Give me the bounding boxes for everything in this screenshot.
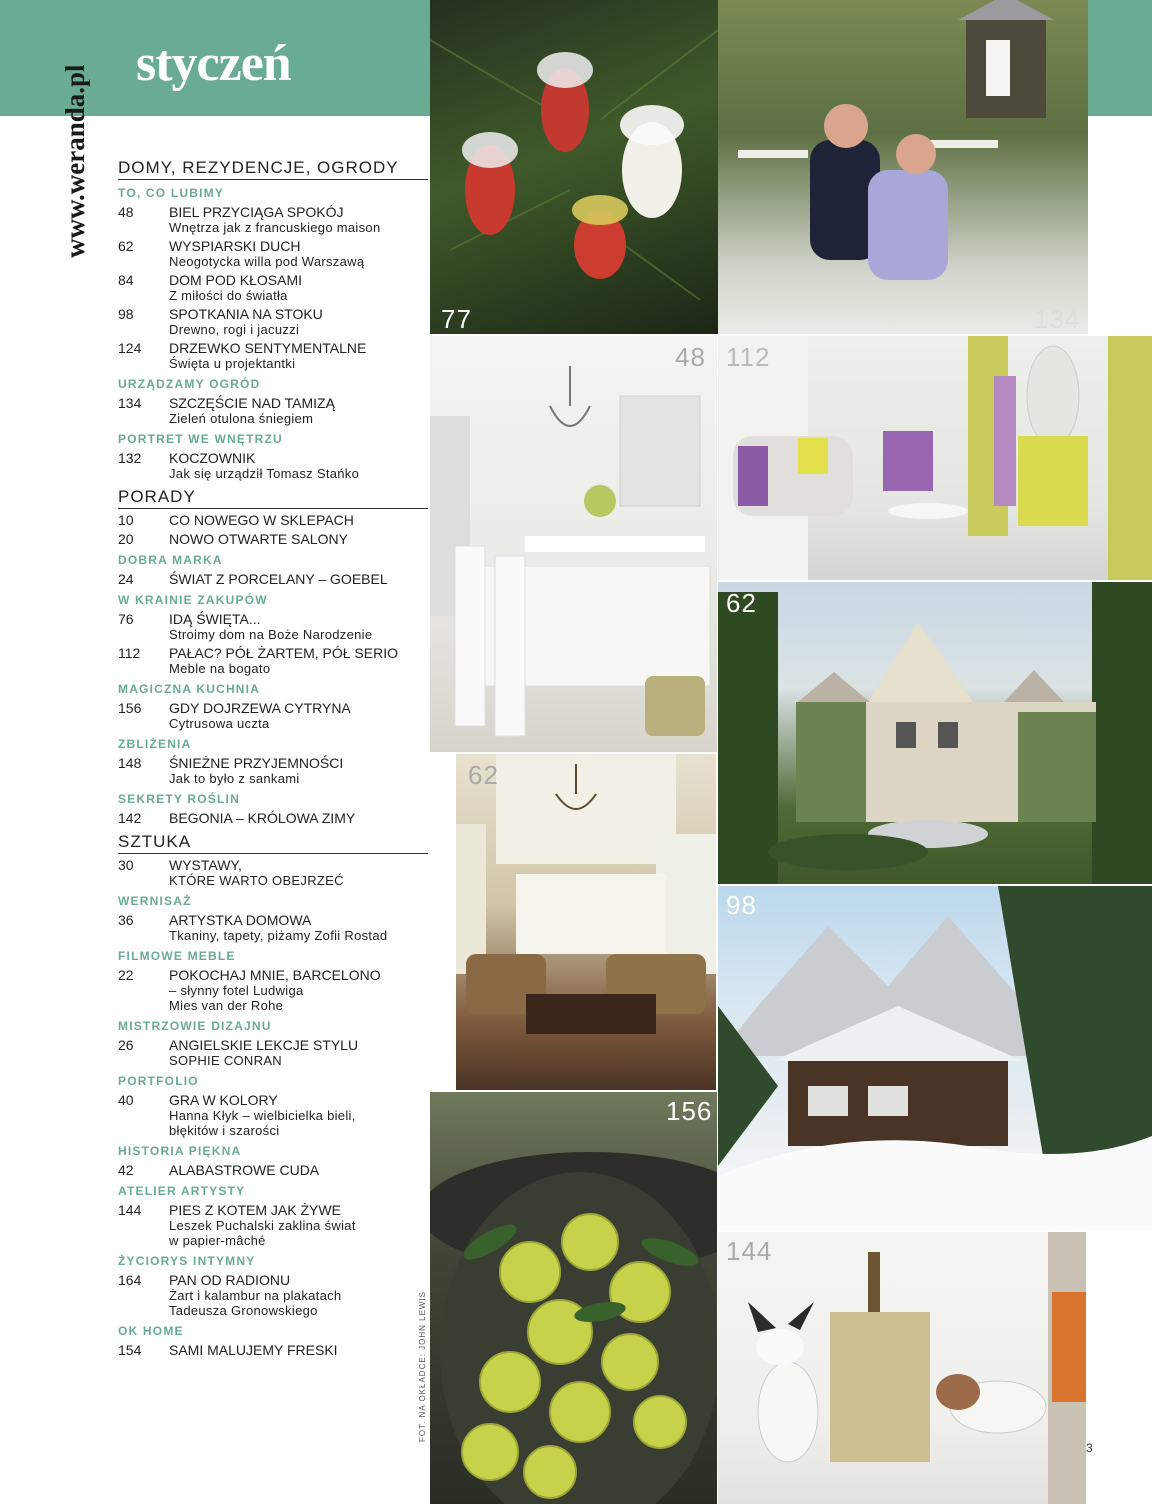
website-url-text: www.weranda.pl xyxy=(60,64,90,258)
toc-category-label: URZĄDZAMY OGRÓD xyxy=(118,377,261,391)
toc-entry-title: GDY DOJRZEWA CYTRYNA xyxy=(169,700,351,716)
toc-entry-page: 22 xyxy=(118,967,134,983)
toc-entry-text xyxy=(169,756,428,786)
toc-entry[interactable] xyxy=(118,646,428,676)
toc-entry-page: 20 xyxy=(118,531,134,547)
toc-entry-title: CO NOWEGO W SKLEPACH xyxy=(169,512,354,528)
toc-entry-text xyxy=(169,1163,428,1178)
toc-category-label: ZBLIŻENIA xyxy=(118,737,192,751)
toc-entry-subtitle: Cytrusowa uczta xyxy=(169,716,270,731)
photo-ivy-villa xyxy=(718,582,1152,884)
toc-category-label: SEKRETY ROŚLIN xyxy=(118,792,240,806)
toc-entry-subtitle: Mies van der Rohe xyxy=(169,998,284,1013)
toc-entry[interactable] xyxy=(118,239,428,269)
photo-credit-text: FOT. NA OKŁADCE: JOHN LEWIS xyxy=(418,1290,427,1442)
photo-angel-ornaments xyxy=(430,0,718,334)
toc-entry-text xyxy=(169,451,428,481)
toc-entry-text xyxy=(169,307,428,337)
toc-category-label: MAGICZNA KUCHNIA xyxy=(118,682,261,696)
toc-entry-page: 10 xyxy=(118,512,134,528)
toc-entry-title: ANGIELSKIE LEKCJE STYLU xyxy=(169,1037,359,1053)
toc-entry-page: 42 xyxy=(118,1162,134,1178)
toc-category-label: TO, CO LUBIMY xyxy=(118,186,225,200)
photo-mountain-chalet xyxy=(718,886,1152,1230)
toc-entry-page: 148 xyxy=(118,755,142,771)
toc-entry-text xyxy=(169,239,428,269)
toc-category-label: PORTRET WE WNĘTRZU xyxy=(118,432,283,446)
toc-category-label: ŻYCIORYS INTYMNY xyxy=(118,1254,256,1268)
toc-entry-subtitle: Tadeusza Gronowskiego xyxy=(169,1303,318,1318)
toc-entry[interactable] xyxy=(118,1273,428,1318)
page-ref-48: 48 xyxy=(675,342,706,372)
toc-entry-page: 62 xyxy=(118,238,134,254)
toc-category-label: OK HOME xyxy=(118,1324,184,1338)
toc-entry-page: 36 xyxy=(118,912,134,928)
toc-entry-subtitle: SOPHIE CONRAN xyxy=(169,1053,282,1068)
toc-entry-subtitle: – słynny fotel Ludwiga xyxy=(169,983,304,998)
toc-entry-title: NOWO OTWARTE SALONY xyxy=(169,531,348,547)
toc-entry-page: 132 xyxy=(118,450,142,466)
toc-entry-subtitle: Leszek Puchalski zaklina świat xyxy=(169,1218,356,1233)
toc-section-heading: DOMY, REZYDENCJE, OGRODY xyxy=(118,158,428,180)
toc-entry-title: WYSPIARSKI DUCH xyxy=(169,238,301,254)
toc-entry[interactable] xyxy=(118,572,428,587)
toc-entry-text xyxy=(169,968,428,1013)
toc-entry-subtitle: Wnętrza jak z francuskiego maison xyxy=(169,220,381,235)
toc-category-label: DOBRA MARKA xyxy=(118,553,223,567)
toc-entry-text xyxy=(169,646,428,676)
toc-entry[interactable] xyxy=(118,1203,428,1248)
toc-entry[interactable] xyxy=(118,1093,428,1138)
toc-category-label: WERNISAŻ xyxy=(118,894,192,908)
toc-entry-subtitle: Hanna Kłyk – wielbicielka bieli, xyxy=(169,1108,356,1123)
toc-entry-page: 164 xyxy=(118,1272,142,1288)
toc-entry-text xyxy=(169,532,428,547)
toc-entry-subtitle: Neogotycka willa pod Warszawą xyxy=(169,254,365,269)
page-number: 3 xyxy=(1086,1441,1093,1455)
toc-section-heading: PORADY xyxy=(118,487,428,509)
toc-entry-page: 124 xyxy=(118,340,142,356)
toc-entry-title: PIES Z KOTEM JAK ŻYWE xyxy=(169,1202,341,1218)
toc-entry-text xyxy=(169,1343,428,1358)
toc-entry-text xyxy=(169,858,428,888)
toc-entry-page: 48 xyxy=(118,204,134,220)
toc-entry[interactable] xyxy=(118,1163,428,1178)
toc-entry-title: GRA W KOLORY xyxy=(169,1092,278,1108)
website-url[interactable] xyxy=(60,58,100,258)
toc-entry-page: 134 xyxy=(118,395,142,411)
page-ref-156: 156 xyxy=(666,1096,713,1126)
toc-entry-title: WYSTAWY, xyxy=(169,857,242,873)
toc-entry-title: BIEL PRZYCIĄGA SPOKÓJ xyxy=(169,204,344,220)
page-ref-62-villa: 62 xyxy=(726,588,757,618)
photo-lemons-pot xyxy=(430,1092,717,1504)
toc-entry-text xyxy=(169,273,428,303)
toc-entry-page: 154 xyxy=(118,1342,142,1358)
toc-entry-page: 30 xyxy=(118,857,134,873)
photo-white-kitchen xyxy=(430,336,717,752)
toc-entry-title: ARTYSTKA DOMOWA xyxy=(169,912,312,928)
toc-entry[interactable] xyxy=(118,968,428,1013)
toc-category-label: MISTRZOWIE DIZAJNU xyxy=(118,1019,272,1033)
toc-entry[interactable] xyxy=(118,756,428,786)
toc-entry-title: DOM POD KŁOSAMI xyxy=(169,272,303,288)
toc-entry-text xyxy=(169,1273,428,1318)
toc-entry[interactable] xyxy=(118,513,428,528)
toc-category-label: W KRAINIE ZAKUPÓW xyxy=(118,593,268,607)
toc-entry[interactable] xyxy=(118,858,428,888)
toc-entry-title: ŚWIAT Z PORCELANY – GOEBEL xyxy=(169,571,388,587)
toc-category-label: HISTORIA PIĘKNA xyxy=(118,1144,242,1158)
toc-entry[interactable] xyxy=(118,811,428,826)
toc-entry-subtitle: Stroimy dom na Boże Narodzenie xyxy=(169,627,373,642)
photo-garden-couple xyxy=(718,0,1088,334)
toc-entry[interactable] xyxy=(118,701,428,731)
toc-entry-subtitle: Drewno, rogi i jacuzzi xyxy=(169,322,300,337)
toc-entry-page: 26 xyxy=(118,1037,134,1053)
toc-entry-title: SAMI MALUJEMY FRESKI xyxy=(169,1342,338,1358)
photo-living-room xyxy=(456,754,716,1090)
toc-entry-text xyxy=(169,1093,428,1138)
toc-entry-title: ALABASTROWE CUDA xyxy=(169,1162,320,1178)
toc-entry[interactable] xyxy=(118,396,428,426)
toc-entry-page: 112 xyxy=(118,645,141,661)
toc-entry-subtitle: Z miłości do światła xyxy=(169,288,288,303)
toc-category-label: PORTFOLIO xyxy=(118,1074,199,1088)
toc-entry-subtitle: Jak się urządził Tomasz Stańko xyxy=(169,466,360,481)
photo-salon-chairs xyxy=(718,336,1152,580)
toc-entry[interactable] xyxy=(118,205,428,235)
toc-category-label: ATELIER ARTYSTY xyxy=(118,1184,246,1198)
page-ref-144: 144 xyxy=(726,1236,773,1266)
toc-entry[interactable] xyxy=(118,612,428,642)
toc-entry-page: 156 xyxy=(118,700,142,716)
toc-entry-text xyxy=(169,811,428,826)
toc-entry-title: PAŁAC? PÓŁ ŻARTEM, PÓŁ SERIO xyxy=(169,645,398,661)
toc-category-label: FILMOWE MEBLE xyxy=(118,949,236,963)
toc-entry-subtitle: błękitów i szarości xyxy=(169,1123,280,1138)
toc-entry-page: 98 xyxy=(118,306,134,322)
toc-entry-title: ŚNIEŻNE PRZYJEMNOŚCI xyxy=(169,755,344,771)
toc-entry-subtitle: Meble na bogato xyxy=(169,661,271,676)
toc-entry-text xyxy=(169,205,428,235)
toc-entry-title: BEGONIA – KRÓLOWA ZIMY xyxy=(169,810,356,826)
toc-entry-subtitle: Jak to było z sankami xyxy=(169,771,300,786)
toc-entry-page: 40 xyxy=(118,1092,134,1108)
toc-entry-subtitle: Zieleń otulona śniegiem xyxy=(169,411,314,426)
page-ref-134: 134 xyxy=(1034,304,1081,334)
toc-entry-subtitle: Święta u projektantki xyxy=(169,356,296,371)
toc-entry[interactable] xyxy=(118,307,428,337)
table-of-contents xyxy=(118,158,428,1358)
toc-entry-subtitle: Żart i kalambur na plakatach xyxy=(169,1288,342,1303)
page-title: styczeń xyxy=(136,35,291,92)
toc-entry[interactable] xyxy=(118,451,428,481)
toc-entry[interactable] xyxy=(118,273,428,303)
toc-entry-title: PAN OD RADIONU xyxy=(169,1272,291,1288)
toc-entry-page: 84 xyxy=(118,272,134,288)
toc-entry-text xyxy=(169,1203,428,1248)
toc-entry-page: 24 xyxy=(118,571,134,587)
toc-entry-text xyxy=(169,396,428,426)
toc-entry-text xyxy=(169,572,428,587)
toc-entry-subtitle: Tkaniny, tapety, piżamy Zofii Rostad xyxy=(169,928,388,943)
page-ref-62-living: 62 xyxy=(468,760,499,790)
toc-entry-page: 144 xyxy=(118,1202,142,1218)
toc-entry-subtitle: w papier-mâché xyxy=(169,1233,266,1248)
toc-entry-title: KOCZOWNIK xyxy=(169,450,256,466)
toc-entry[interactable] xyxy=(118,341,428,371)
toc-entry[interactable] xyxy=(118,1343,428,1358)
photo-credit xyxy=(418,1262,432,1442)
page-ref-98: 98 xyxy=(726,890,757,920)
toc-entry[interactable] xyxy=(118,532,428,547)
toc-entry-title: DRZEWKO SENTYMENTALNE xyxy=(169,340,367,356)
toc-entry-title: SZCZĘŚCIE NAD TAMIZĄ xyxy=(169,395,335,411)
toc-entry[interactable] xyxy=(118,1038,428,1068)
toc-entry-title: SPOTKANIA NA STOKU xyxy=(169,306,323,322)
photo-papier-mache-dogs xyxy=(718,1232,1086,1504)
toc-section-heading: SZTUKA xyxy=(118,832,428,854)
toc-entry-text xyxy=(169,913,428,943)
toc-entry-text xyxy=(169,513,428,528)
page-ref-112: 112 xyxy=(726,342,771,372)
toc-entry[interactable] xyxy=(118,913,428,943)
toc-entry-subtitle: KTÓRE WARTO OBEJRZEĆ xyxy=(169,873,344,888)
toc-entry-page: 142 xyxy=(118,810,142,826)
toc-entry-title: POKOCHAJ MNIE, BARCELONO xyxy=(169,967,381,983)
toc-entry-text xyxy=(169,701,428,731)
toc-entry-text xyxy=(169,612,428,642)
toc-entry-page: 76 xyxy=(118,611,134,627)
toc-entry-text xyxy=(169,341,428,371)
toc-entry-title: IDĄ ŚWIĘTA... xyxy=(169,611,261,627)
toc-entry-text xyxy=(169,1038,428,1068)
page-ref-77: 77 xyxy=(441,304,472,334)
